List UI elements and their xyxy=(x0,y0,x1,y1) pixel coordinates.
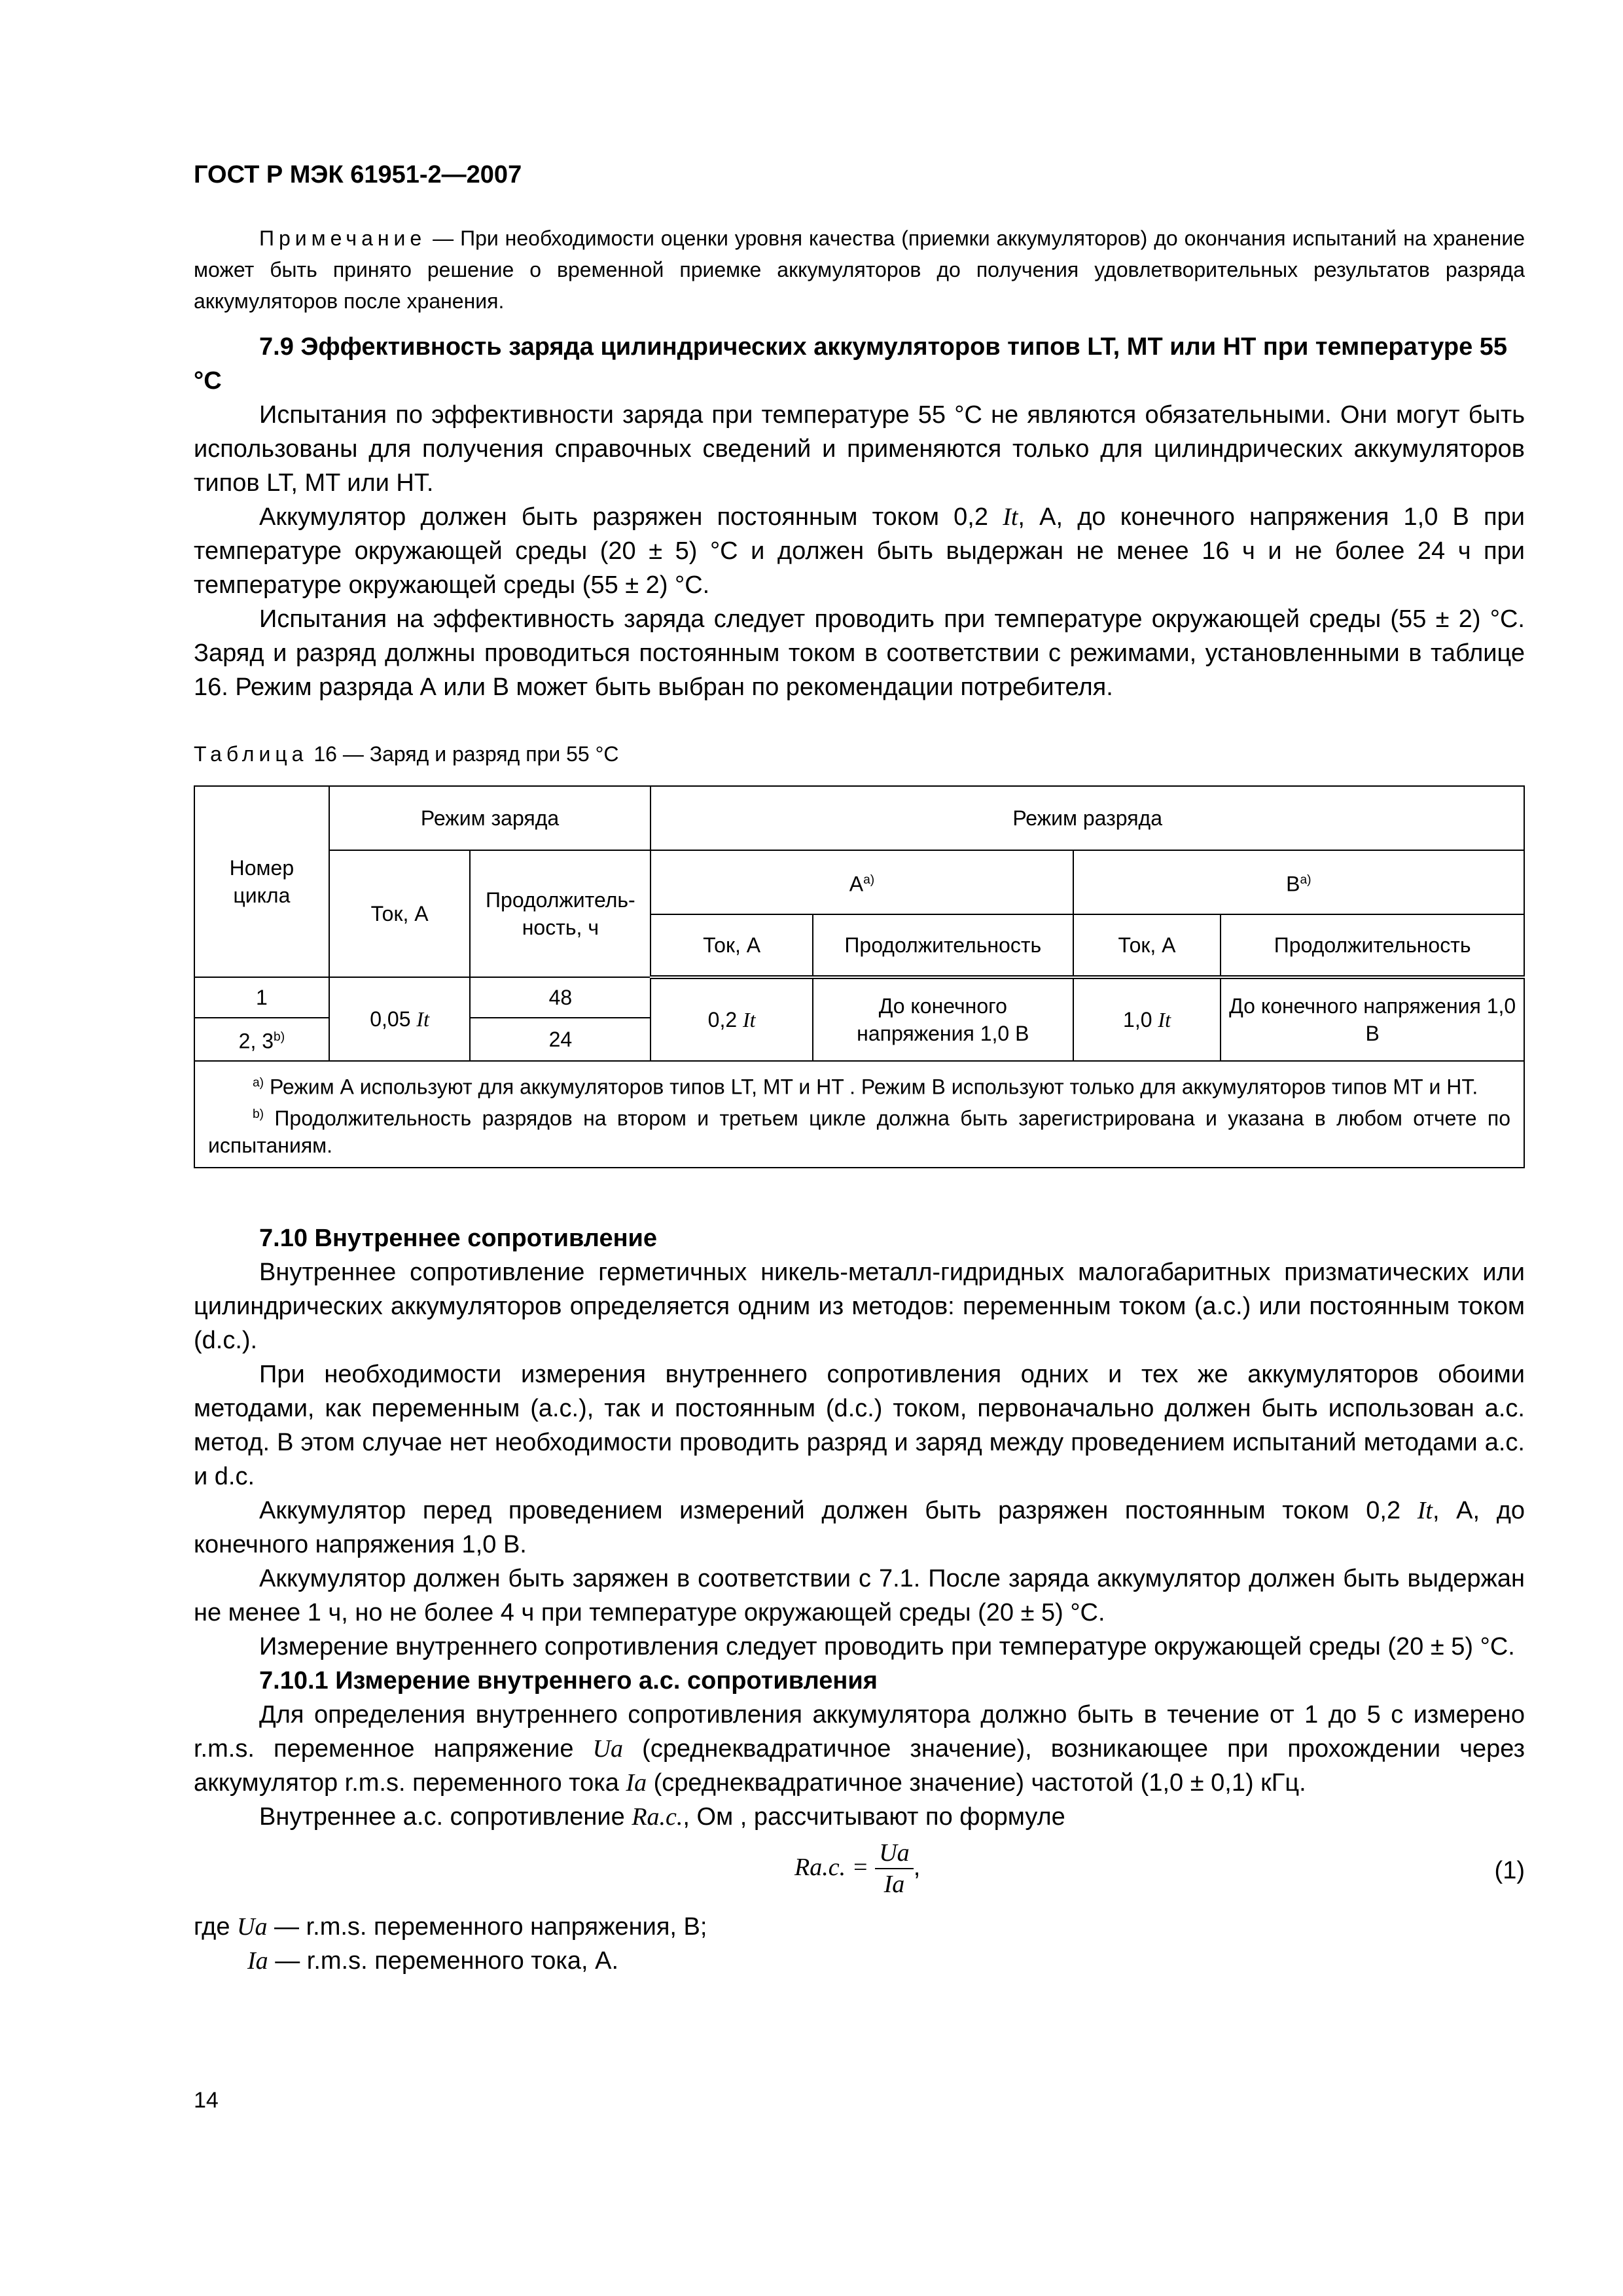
header-charge-mode: Режим заряда xyxy=(329,786,651,850)
formula-fraction xyxy=(875,1838,913,1899)
mode-b-footnote-mark: а) xyxy=(1300,873,1311,888)
header-b-current: Ток, А xyxy=(1073,914,1221,977)
cell-a-duration: До конечного напряжения 1,0 В xyxy=(813,977,1073,1061)
where-voltage xyxy=(194,1910,1525,1944)
section-7-9 xyxy=(194,330,1525,704)
section-7-10-1-paragraph-2 xyxy=(194,1800,1525,1834)
a-current-value: 0,2 xyxy=(707,1008,743,1031)
cell-cycle-1: 1 xyxy=(194,977,329,1018)
current-var-it: It xyxy=(1003,503,1018,531)
mode-a-footnote-mark: а) xyxy=(863,873,875,888)
p1-text-a: Для определения внутреннего сопротивления аккумулятора должно быть в течение от 1 до 5 с измерено r.m.s. переменное напряжение xyxy=(194,1701,1525,1763)
header-discharge-mode: Режим разряда xyxy=(651,786,1524,850)
p1-text-c: (среднеквадратичное значение) частотой (1,0 ± 0,1) кГц. xyxy=(647,1769,1306,1797)
current-var: Ia xyxy=(626,1769,647,1797)
p2-text-b: , Ом , рассчитывают по формуле xyxy=(683,1803,1065,1831)
cycle-2-3-footnote-mark: b) xyxy=(274,1030,285,1045)
table-16 xyxy=(194,785,1525,1168)
footnote-b-text: Продолжительность разрядов на втором и третьем цикле должна быть зарегистрирована и указана в любом отчете по испытаниям. xyxy=(208,1106,1510,1158)
formula-expression xyxy=(794,1838,920,1899)
header-mode-b xyxy=(1073,850,1524,914)
charge-current-value: 0,05 xyxy=(370,1007,417,1031)
section-7-9-heading: 7.9 Эффективность заряда цилиндрических аккумуляторов типов LT, MT или HT при температуре 55 °С xyxy=(194,333,1508,395)
p3-text-a: Аккумулятор перед проведением измерений должен быть разряжен постоянным током 0,2 xyxy=(259,1497,1418,1524)
where-voltage-text: — r.m.s. переменного напряжения, В; xyxy=(267,1913,707,1941)
table-caption-label: Таблица xyxy=(194,742,308,766)
header-a-duration: Продолжительность xyxy=(813,914,1073,977)
cell-cycle-2-3 xyxy=(194,1018,329,1061)
section-7-10-paragraph-4: Аккумулятор должен быть заряжен в соответствии с 7.1. После заряда аккумулятор должен быть выдержан не менее 1 ч, но не более 4 ч при температуре окружающей среды (20 ± 5) °С. xyxy=(194,1565,1525,1626)
p3-text-b: , А, до конечного напряжения 1,0 В. xyxy=(194,1497,1525,1558)
section-7-9-paragraph-2 xyxy=(194,500,1525,602)
charge-current-var: It xyxy=(416,1007,429,1031)
section-7-10-paragraph-2: При необходимости измерения внутреннего сопротивления одних и тех же аккумуляторов обоими методами, как переменным (a.c.), так и постоянным (d.c.) током, первоначально должен быть использован a.c. метод. В этом случае нет необходимости проводить разряд и заряд между проведением испытаний методами a.c. и d.c. xyxy=(194,1361,1525,1490)
cell-b-duration: До конечного напряжения 1,0 В xyxy=(1221,977,1524,1061)
cell-a-current xyxy=(651,977,813,1061)
section-7-9-paragraph-1: Испытания по эффективности заряда при температуре 55 °С не являются обязательными. Они могут быть использованы для получения справочных сведений и применяются только для цилиндрических аккумуляторов типов LT, MT или HT. xyxy=(194,401,1525,497)
cell-charge-current xyxy=(329,977,471,1061)
b-current-var: It xyxy=(1158,1008,1171,1031)
section-7-10-paragraph-1: Внутреннее сопротивление герметичных никель-металл-гидридных малогабаритных призматических или цилиндрических аккумуляторов определяется одним из методов: переменным током (a.c.) или постоянным током (d.c.). xyxy=(194,1259,1525,1354)
footnote-b xyxy=(208,1101,1510,1160)
section-7-10 xyxy=(194,1221,1525,1978)
header-a-current: Ток, А xyxy=(651,914,813,977)
cell-duration-24: 24 xyxy=(470,1018,651,1061)
section-7-10-paragraph-3 xyxy=(194,1494,1525,1562)
footnote-a-text: Режим А используют для аккумуляторов типов LT, MT и HT . Режим В используют только для аккумуляторов типов МТ и НТ. xyxy=(264,1075,1478,1099)
cycle-2-3-value: 2, 3 xyxy=(238,1029,274,1053)
where-voltage-var: Ua xyxy=(237,1913,268,1941)
resistance-var: Ra.c. xyxy=(632,1803,683,1831)
where-current xyxy=(194,1944,1525,1978)
formula-1 xyxy=(194,1834,1525,1910)
where-current-var: Ia xyxy=(247,1947,268,1975)
table-caption-text: 16 — Заряд и разряд при 55 °С xyxy=(308,742,619,766)
formula-tail: , xyxy=(913,1854,921,1882)
header-b-duration: Продолжительность xyxy=(1221,914,1524,977)
section-7-9-paragraph-3: Испытания на эффективность заряда следует проводить при температуре окружающей среды (55 ± 2) °С. Заряд и разряд должны проводиться постоянным током в соответствии с режимами, установленными в таблице 16. Режим разряда А или В может быть выбран по рекомендации потребителя. xyxy=(194,605,1525,701)
where-current-text: — r.m.s. переменного тока, А. xyxy=(268,1947,618,1975)
formula-denominator: Ia xyxy=(883,1871,905,1898)
note-text: — При необходимости оценки уровня качества (приемки аккумуляторов) до окончания испытаний на хранение может быть принято решение о временной приемке аккумуляторов до получения удовлетворительных результатов разряда аккумуляторов после хранения. xyxy=(194,226,1525,313)
header-cycle-number: Номер цикла xyxy=(194,786,329,977)
p1-text-b: (среднеквадратичное значение), возникающее при прохождении через аккумулятор r.m.s. переменного тока xyxy=(194,1735,1525,1797)
p2-text-b: , А, до конечного напряжения 1,0 В при температуре окружающей среды (20 ± 5) °С и должен быть выдержан не менее 16 ч и не более 24 ч при температуре окружающей среды (55 ± 2) °С. xyxy=(194,503,1525,599)
footnote-a xyxy=(208,1069,1510,1101)
formula-number: (1) xyxy=(1494,1857,1525,1884)
cell-b-current xyxy=(1073,977,1221,1061)
table-16-caption xyxy=(194,742,618,766)
mode-a-label: А xyxy=(849,872,864,896)
footnote-b-mark: b) xyxy=(253,1107,264,1121)
b-current-value: 1,0 xyxy=(1123,1008,1158,1031)
mode-b-label: В xyxy=(1286,872,1300,896)
note-label: Примечание xyxy=(259,226,427,250)
a-current-var: It xyxy=(743,1008,756,1031)
p3-current-var: It xyxy=(1417,1497,1433,1524)
footnote-a-mark: а) xyxy=(253,1076,264,1090)
section-7-10-heading: 7.10 Внутреннее сопротивление xyxy=(259,1225,658,1252)
page-number: 14 xyxy=(194,2088,219,2113)
p2-text-a: Аккумулятор должен быть разряжен постоянным током 0,2 xyxy=(259,503,1003,531)
formula-numerator: Ua xyxy=(875,1838,913,1869)
document-header: ГОСТ Р МЭК 61951-2—2007 xyxy=(194,161,522,188)
cell-duration-48: 48 xyxy=(470,977,651,1018)
section-7-10-1-paragraph-1 xyxy=(194,1698,1525,1800)
header-charge-current: Ток, А xyxy=(329,850,471,977)
where-label: где xyxy=(194,1913,238,1941)
table-footnotes xyxy=(194,1061,1524,1168)
header-mode-a xyxy=(651,850,1073,914)
voltage-var: Ua xyxy=(592,1735,624,1763)
section-7-10-1-heading: 7.10.1 Измерение внутреннего a.c. сопротивления xyxy=(259,1667,878,1695)
header-charge-duration: Продолжитель-ность, ч xyxy=(470,850,651,977)
section-7-10-paragraph-5: Измерение внутреннего сопротивления следует проводить при температуре окружающей среды (20 ± 5) °С. xyxy=(259,1633,1515,1660)
p2-text-a: Внутреннее a.c. сопротивление xyxy=(259,1803,632,1831)
note-block xyxy=(194,223,1525,317)
formula-lhs: Ra.c. = xyxy=(794,1854,869,1882)
